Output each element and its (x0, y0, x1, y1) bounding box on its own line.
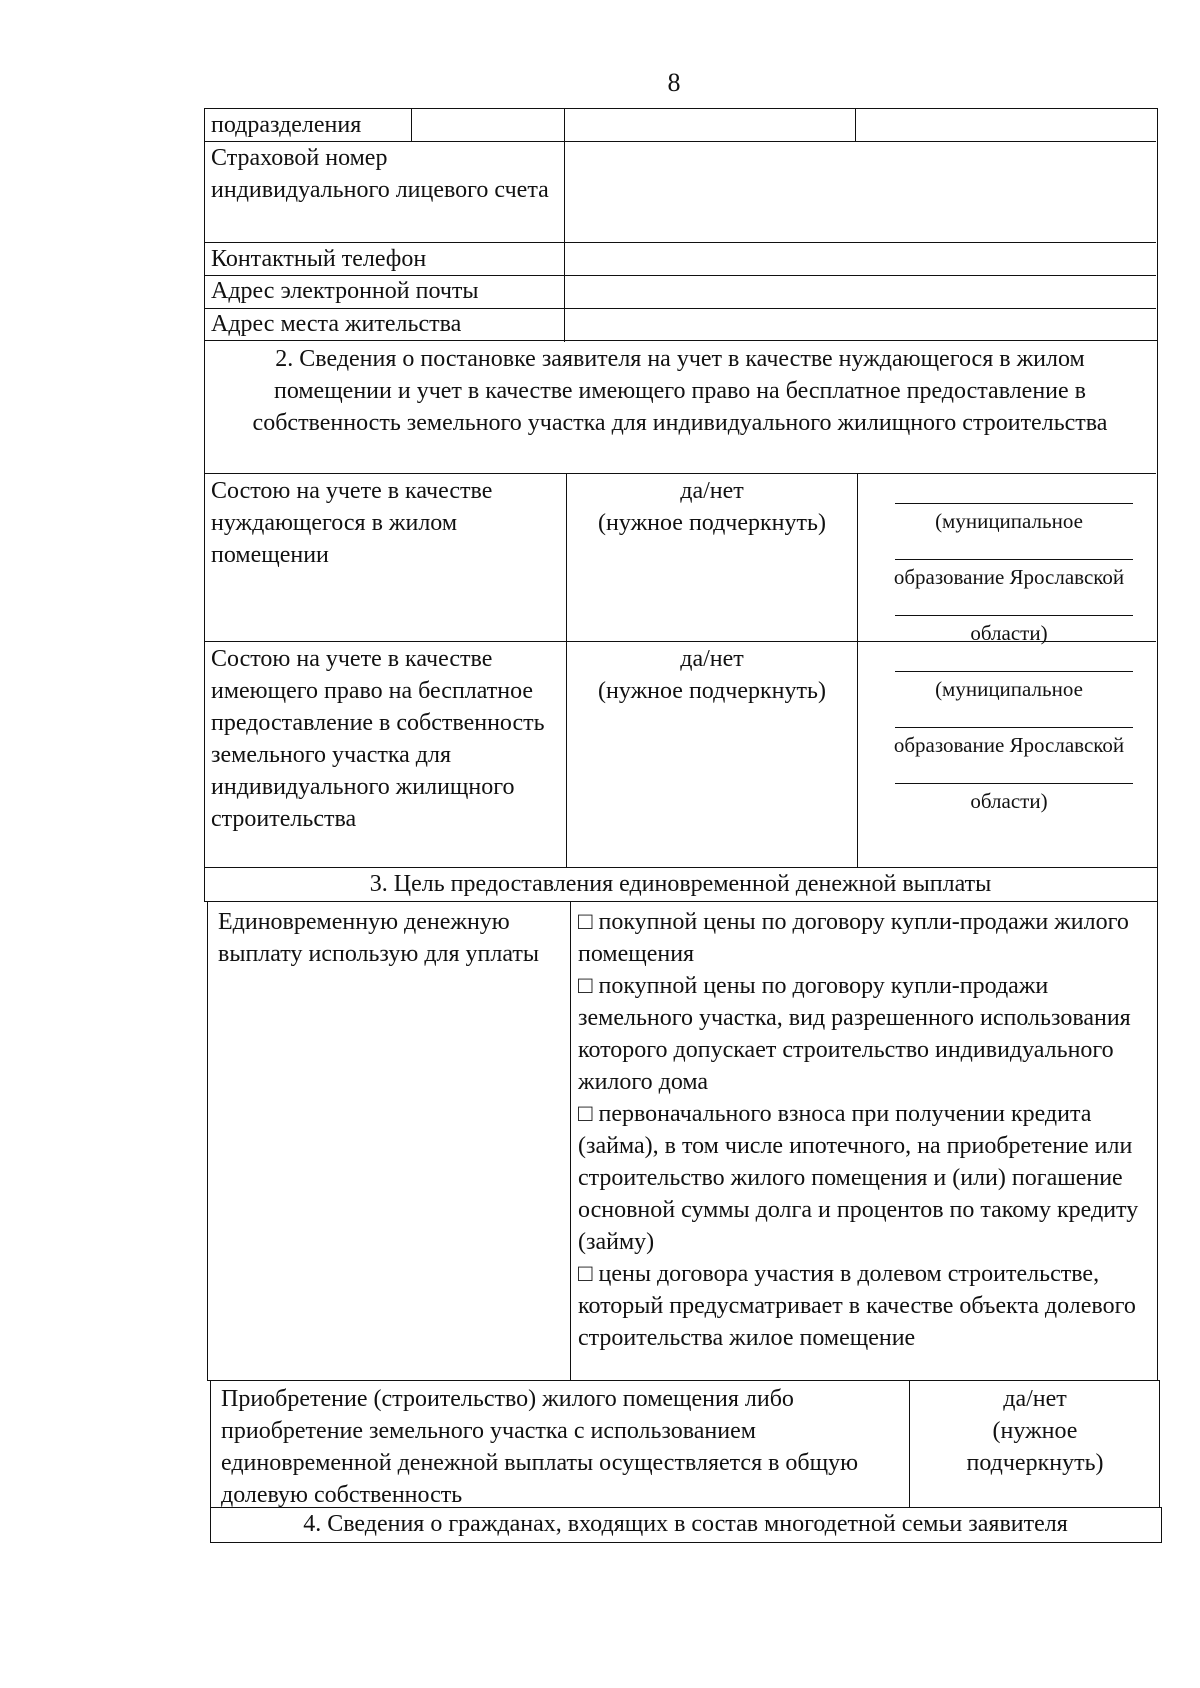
purpose-option-mortgage[interactable]: □ первоначального взноса при получении кредита (займа), в том числе ипотечного, на приобретение или строительство жилого помещения и (или) погашение основной суммы долга и процентов по такому кредиту (займу) (578, 1101, 1139, 1255)
shared-ownership-yes-no[interactable]: да/нет (1003, 1386, 1067, 1412)
muni-label-3: области) (970, 789, 1048, 813)
row-email-label: Адрес электронной почты (211, 278, 479, 304)
row-snils-label: Страховой номер индивидуального лицевого счета (211, 145, 549, 203)
purpose-label: Единовременную денежную выплату использую для уплаты (218, 909, 540, 967)
section-2-heading: 2. Сведения о постановке заявителя на учет в качестве нуждающегося в жилом помещении и учет в качестве имеющего право на бесплатное предоставление в собственность земельного участка для индивидуального жилищного строительства (252, 346, 1108, 436)
divider (909, 1381, 910, 1507)
purpose-option-shared-construction[interactable]: □ цены договора участия в долевом строительстве, который предусматривает в качестве объекта долевого строительства жилое помещение (578, 1261, 1136, 1351)
section-3-heading: 3. Цель предоставления единовременной денежной выплаты (369, 871, 992, 897)
row-address-label: Адрес места жительства (211, 311, 462, 337)
muni-label-1: (муниципальное (935, 509, 1083, 533)
page-number: 8 (667, 68, 681, 97)
shared-ownership-hint-1: (нужное (992, 1418, 1078, 1444)
registered-land-hint: (нужное подчеркнуть) (598, 678, 826, 704)
section-4-heading: 4. Сведения о гражданах, входящих в состав многодетной семьи заявителя (303, 1511, 1068, 1537)
registered-needy-hint: (нужное подчеркнуть) (598, 510, 826, 536)
row-phone-label: Контактный телефон (211, 246, 427, 272)
section-3-purpose-table (207, 901, 1158, 1381)
divider (411, 109, 412, 141)
divider (566, 473, 567, 867)
muni-label-3: области) (970, 621, 1048, 645)
underline (895, 503, 1133, 504)
contact-table (204, 108, 1158, 341)
divider (570, 902, 571, 1380)
muni-label-2: образование Ярославской (893, 733, 1125, 757)
row-subdivision-label: подразделения (211, 112, 362, 138)
divider (855, 109, 856, 141)
row-snils-value[interactable] (567, 142, 1155, 238)
shared-ownership-table (210, 1380, 1160, 1508)
registered-needy-yes-no[interactable]: да/нет (680, 478, 744, 504)
row-phone-value[interactable] (567, 243, 1155, 275)
section-2-table (204, 340, 1158, 868)
divider (205, 473, 1156, 474)
purpose-options (572, 906, 1157, 1376)
row-email-value[interactable] (567, 275, 1155, 307)
section-4-heading-row (210, 1507, 1162, 1543)
divider (205, 641, 1156, 642)
underline (895, 671, 1133, 672)
registered-land-yes-no[interactable]: да/нет (680, 646, 744, 672)
underline (895, 615, 1133, 616)
registered-land-label: Состою на учете в качестве имеющего право на бесплатное предоставление в собственность земельного участка для индивидуального жилищного строительства (211, 646, 545, 832)
purpose-option-land[interactable]: □ покупной цены по договору купли-продажи земельного участка, вид разрешенного использования которого допускает строительство индивидуального жилого дома (578, 973, 1131, 1095)
section-3-heading-row (204, 867, 1158, 902)
purpose-option-apartment[interactable]: □ покупной цены по договору купли-продажи жилого помещения (578, 909, 1129, 967)
registered-needy-label: Состою на учете в качестве нуждающегося в жилом помещении (211, 478, 493, 568)
row-address-value[interactable] (567, 308, 1155, 340)
underline (895, 727, 1133, 728)
divider (857, 473, 858, 867)
underline (895, 559, 1133, 560)
shared-ownership-hint-2: подчеркнуть) (966, 1450, 1104, 1476)
muni-label-1: (муниципальное (935, 677, 1083, 701)
shared-ownership-label: Приобретение (строительство) жилого помещения либо приобретение земельного участка с использованием единовременной денежной выплаты осуществляется в общую долевую собственность (221, 1386, 859, 1508)
underline (895, 783, 1133, 784)
muni-label-2: образование Ярославской (893, 565, 1125, 589)
